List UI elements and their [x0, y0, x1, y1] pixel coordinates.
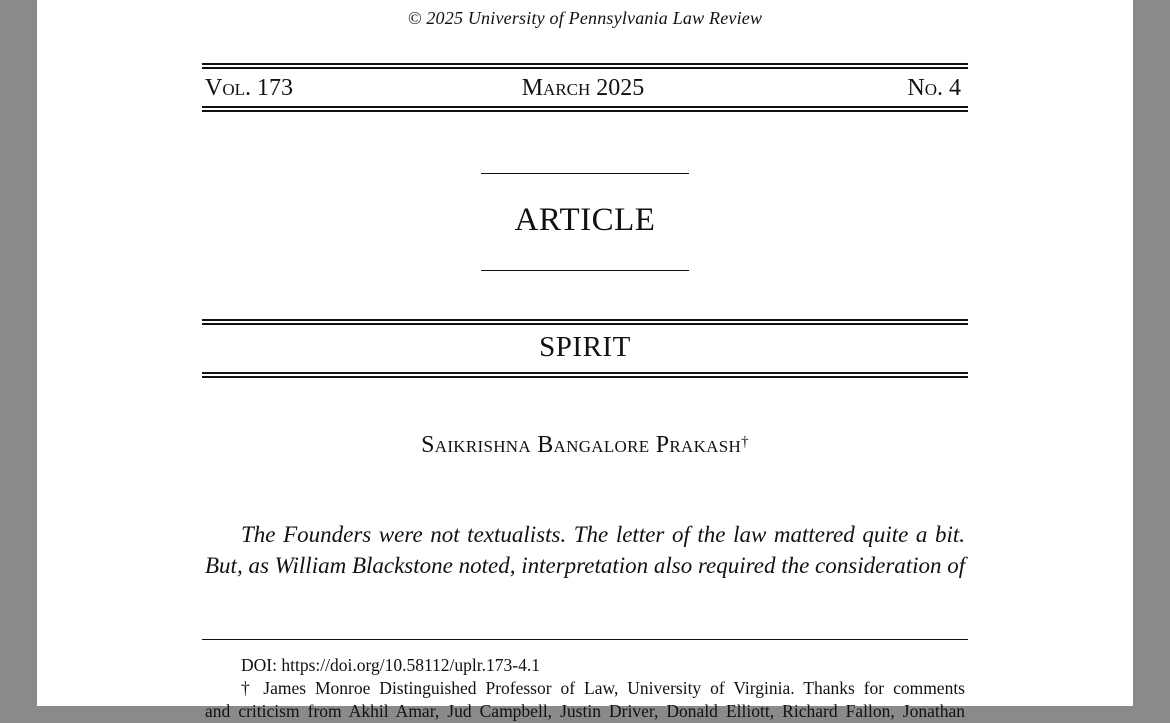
abstract-line: The Founders were not textualists. The letter of the law mattered quite a bit. — [241, 522, 965, 547]
footnote-line: and criticism from Akhil Amar, Jud Campbell, Justin Driver, Donald Elliott, Richard Fallon, Jonathan — [205, 701, 965, 721]
title-top-rule — [202, 319, 968, 325]
journal-masthead — [205, 72, 961, 104]
section-bottom-rule — [481, 270, 689, 271]
section-label: ARTICLE — [514, 202, 656, 238]
abstract-paragraph — [205, 519, 965, 581]
document-page — [37, 0, 1133, 721]
author-name-text: Saikrishna Bangalore Prakash — [421, 432, 742, 458]
doi-text: DOI: https://doi.org/10.58112/uplr.173-4.1 — [241, 655, 540, 675]
doi-footnote — [205, 654, 965, 677]
volume-number: Vol. 173 — [205, 75, 293, 101]
section-top-rule — [481, 173, 689, 174]
issue-number: No. 4 — [907, 75, 961, 101]
issue-date: March 2025 — [521, 75, 645, 101]
author-footnote-mark: † — [741, 434, 749, 450]
article-title: SPIRIT — [539, 331, 631, 363]
footnote-separator — [202, 639, 968, 640]
author-name — [37, 432, 1133, 459]
masthead-top-rule — [202, 63, 968, 69]
footnote-line: † James Monroe Distinguished Professor of Law, University of Virginia. Thanks for comments — [241, 678, 965, 698]
masthead-bottom-rule — [202, 106, 968, 112]
copyright-notice: © 2025 University of Pennsylvania Law Review — [407, 8, 763, 28]
abstract-line: But, as William Blackstone noted, interpretation also required the consideration of — [205, 553, 966, 578]
author-footnote — [205, 677, 965, 723]
title-bottom-rule — [202, 372, 968, 378]
